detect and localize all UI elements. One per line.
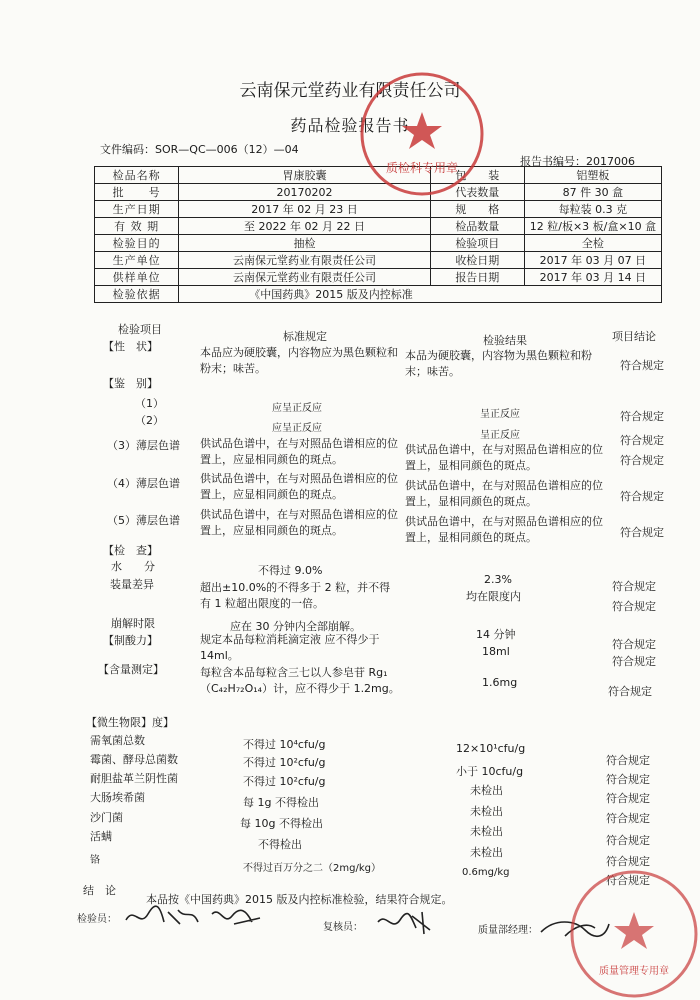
item-standard: 不得过 10²cfu/g (243, 775, 326, 788)
item-result: 0.6mg/kg (462, 867, 510, 878)
item-result: 供试品色谱中，在与对照品色谱相应的位置上，显相同颜色的斑点。 (405, 443, 603, 472)
qa-seal-text: 质量管理专用章 (599, 966, 669, 977)
info-value: 全检 (524, 235, 661, 252)
item-label: 装量差异 (110, 578, 154, 591)
item-label: 活螨 (90, 830, 112, 843)
info-value: 2017 年 03 月 14 日 (524, 269, 661, 286)
info-value: 铝塑板 (524, 167, 661, 184)
item-standard: 不得过 10⁴cfu/g (243, 738, 326, 751)
item-conclusion: 符合规定 (606, 834, 650, 847)
info-value: 87 件 30 盒 (524, 184, 661, 201)
item-conclusion: 符合规定 (612, 638, 656, 651)
item-conclusion: 符合规定 (620, 434, 664, 447)
info-label: 检品名称 (95, 167, 179, 184)
item-conclusion: 符合规定 (606, 754, 650, 767)
item-conclusion: 符合规定 (606, 773, 650, 786)
col-result-heading: 检验结果 (483, 334, 527, 347)
item-result: 未检出 (470, 784, 503, 797)
item-conclusion: 符合规定 (620, 454, 664, 467)
item-result: 14 分钟 (476, 628, 516, 641)
item-result: 12×10¹cfu/g (456, 742, 526, 755)
item-standard: 不得检出 (258, 838, 302, 851)
item-standard: 应在 30 分钟内全部崩解。 (230, 620, 361, 633)
manager-label: 质量部经理： (478, 925, 538, 936)
info-label: 有 效 期 (95, 218, 179, 235)
file-number: 文件编码：SOR—QC—006（12）—04 (100, 143, 299, 156)
item-conclusion: 符合规定 (606, 855, 650, 868)
item-result: 2.3% (484, 573, 512, 586)
item-label: 大肠埃希菌 (90, 791, 145, 804)
info-row (95, 269, 662, 286)
item-standard: 不得过百万分之二（2mg/kg） (243, 863, 381, 874)
item-conclusion: 符合规定 (612, 580, 656, 593)
col-standard-heading: 标准规定 (283, 330, 327, 343)
info-row (95, 252, 662, 269)
item-conclusion: 符合规定 (606, 812, 650, 825)
report-number: 报告书编号：2017006 (520, 155, 635, 168)
info-value: 云南保元堂药业有限责任公司 (179, 252, 431, 269)
item-standard: 供试品色谱中，在与对照品色谱相应的位置上，应显相同颜色的斑点。 (200, 472, 398, 501)
item-conclusion: 符合规定 (606, 874, 650, 887)
info-label: 批 号 (95, 184, 179, 201)
item-label: 需氧菌总数 (90, 734, 145, 747)
section-label: 【检 查】 (103, 544, 158, 557)
item-standard: 本品应为硬胶囊，内容物应为黑色颗粒和粉末；味苦。 (200, 346, 398, 375)
info-row (95, 218, 662, 235)
report-title: 药品检验报告书 (290, 116, 410, 135)
qa-seal (562, 862, 700, 1000)
item-standard: 供试品色谱中，在与对照品色谱相应的位置上，应显相同颜色的斑点。 (200, 437, 398, 466)
col-conclusion-heading: 项目结论 (612, 330, 656, 343)
item-standard: 规定本品每粒消耗滴定液 应不得少于 14ml。 (200, 633, 380, 662)
conclusion-label: 结 论 (83, 884, 116, 897)
item-result: 本品为硬胶囊，内容物为黑色颗粒和粉末；味苦。 (405, 349, 592, 378)
info-row (95, 201, 662, 218)
item-label: 沙门菌 (90, 811, 123, 824)
item-label: 【含量测定】 (98, 663, 164, 676)
item-label: 水 分 (111, 560, 155, 573)
item-label: 【性 状】 (103, 340, 158, 353)
item-label: 【制酸力】 (103, 634, 158, 647)
info-label: 检验目的 (95, 235, 179, 252)
item-result: 未检出 (470, 805, 503, 818)
basis-value: 《中国药典》2015 版及内控标准 (179, 286, 662, 303)
info-label: 包 装 (430, 167, 524, 184)
info-value: 2017 年 03 月 07 日 (524, 252, 661, 269)
info-label: 检品数量 (430, 218, 524, 235)
info-row-basis (95, 286, 662, 303)
item-result: 供试品色谱中，在与对照品色谱相应的位置上，显相同颜色的斑点。 (405, 479, 603, 508)
info-value: 每粒装 0.3 克 (524, 201, 661, 218)
item-standard: 每粒含本品每粒含三七以人参皂苷 Rg₁（C₄₂H₇₂O₁₄）计，应不得少于 1.2mg。 (200, 666, 400, 695)
item-standard: 每 10g 不得检出 (240, 817, 323, 830)
item-label: 崩解时限 (111, 617, 155, 630)
info-label: 报告日期 (430, 269, 524, 286)
info-value: 至 2022 年 02 月 22 日 (179, 218, 431, 235)
item-result: 呈正反应 (480, 409, 520, 420)
info-label: 检验项目 (430, 235, 524, 252)
col-item-heading: 检验项目 (118, 323, 162, 336)
info-value: 抽检 (179, 235, 431, 252)
item-standard: 超出±10.0%的不得多于 2 粒，并不得有 1 粒超出限度的一倍。 (200, 581, 391, 610)
info-label: 生产日期 (95, 201, 179, 218)
info-value: 胃康胶囊 (179, 167, 431, 184)
item-result: 未检出 (470, 825, 503, 838)
item-standard: 供试品色谱中，在与对照品色谱相应的位置上，应显相同颜色的斑点。 (200, 508, 398, 537)
item-result: 18ml (482, 645, 510, 658)
item-conclusion: 符合规定 (620, 490, 664, 503)
item-result: 均在限度内 (466, 590, 521, 603)
item-label: 耐胆盐革兰阴性菌 (90, 772, 178, 785)
item-result: 供试品色谱中，在与对照品色谱相应的位置上，显相同颜色的斑点。 (405, 515, 603, 544)
item-result: 未检出 (470, 846, 503, 859)
info-label: 规 格 (430, 201, 524, 218)
conclusion-text: 本品按《中国药典》2015 版及内控标准检验，结果符合规定。 (146, 893, 453, 906)
info-label: 生产单位 (95, 252, 179, 269)
item-label: （1） (135, 397, 164, 410)
qc-seal (356, 68, 488, 200)
info-label: 供样单位 (95, 269, 179, 286)
inspector-signature (120, 900, 270, 934)
reviewer-signature (372, 906, 442, 938)
info-label: 收检日期 (430, 252, 524, 269)
info-value: 12 粒/板×3 板/盒×10 盒 (524, 218, 661, 235)
item-conclusion: 符合规定 (608, 685, 652, 698)
item-conclusion: 符合规定 (612, 655, 656, 668)
section-label: 【微生物限】度】 (86, 716, 174, 729)
item-conclusion: 符合规定 (620, 410, 664, 423)
item-conclusion: 符合规定 (620, 526, 664, 539)
info-row (95, 235, 662, 252)
item-conclusion: 符合规定 (620, 359, 664, 372)
info-value: 20170202 (179, 184, 431, 201)
item-label: 霉菌、酵母总菌数 (90, 753, 178, 766)
reviewer-label: 复核员： (323, 922, 363, 933)
item-label: 铬 (90, 855, 100, 866)
item-label: （2） (135, 414, 164, 427)
basis-label: 检验依据 (95, 286, 179, 303)
info-value: 云南保元堂药业有限责任公司 (179, 269, 431, 286)
company-name: 云南保元堂药业有限责任公司 (239, 81, 461, 101)
info-value: 2017 年 02 月 23 日 (179, 201, 431, 218)
item-result: 1.6mg (482, 676, 518, 689)
item-result: 小于 10cfu/g (456, 765, 524, 778)
item-standard: 应呈正反应 (272, 403, 322, 414)
item-standard: 不得过 10²cfu/g (243, 756, 326, 769)
item-standard: 不得过 9.0% (258, 564, 323, 577)
item-conclusion: 符合规定 (612, 600, 656, 613)
item-conclusion: 符合规定 (606, 792, 650, 805)
info-label: 代表数量 (430, 184, 524, 201)
inspector-label: 检验员： (77, 914, 117, 925)
qc-seal-text: 质检科专用章 (385, 161, 459, 175)
item-label: （3）薄层色谱 (107, 439, 180, 452)
section-label: 【鉴 别】 (103, 377, 158, 390)
item-label: （4）薄层色谱 (107, 477, 180, 490)
item-label: （5）薄层色谱 (107, 514, 180, 527)
item-standard: 应呈正反应 (272, 423, 322, 434)
item-standard: 每 1g 不得检出 (243, 796, 319, 809)
item-result: 呈正反应 (480, 430, 520, 441)
